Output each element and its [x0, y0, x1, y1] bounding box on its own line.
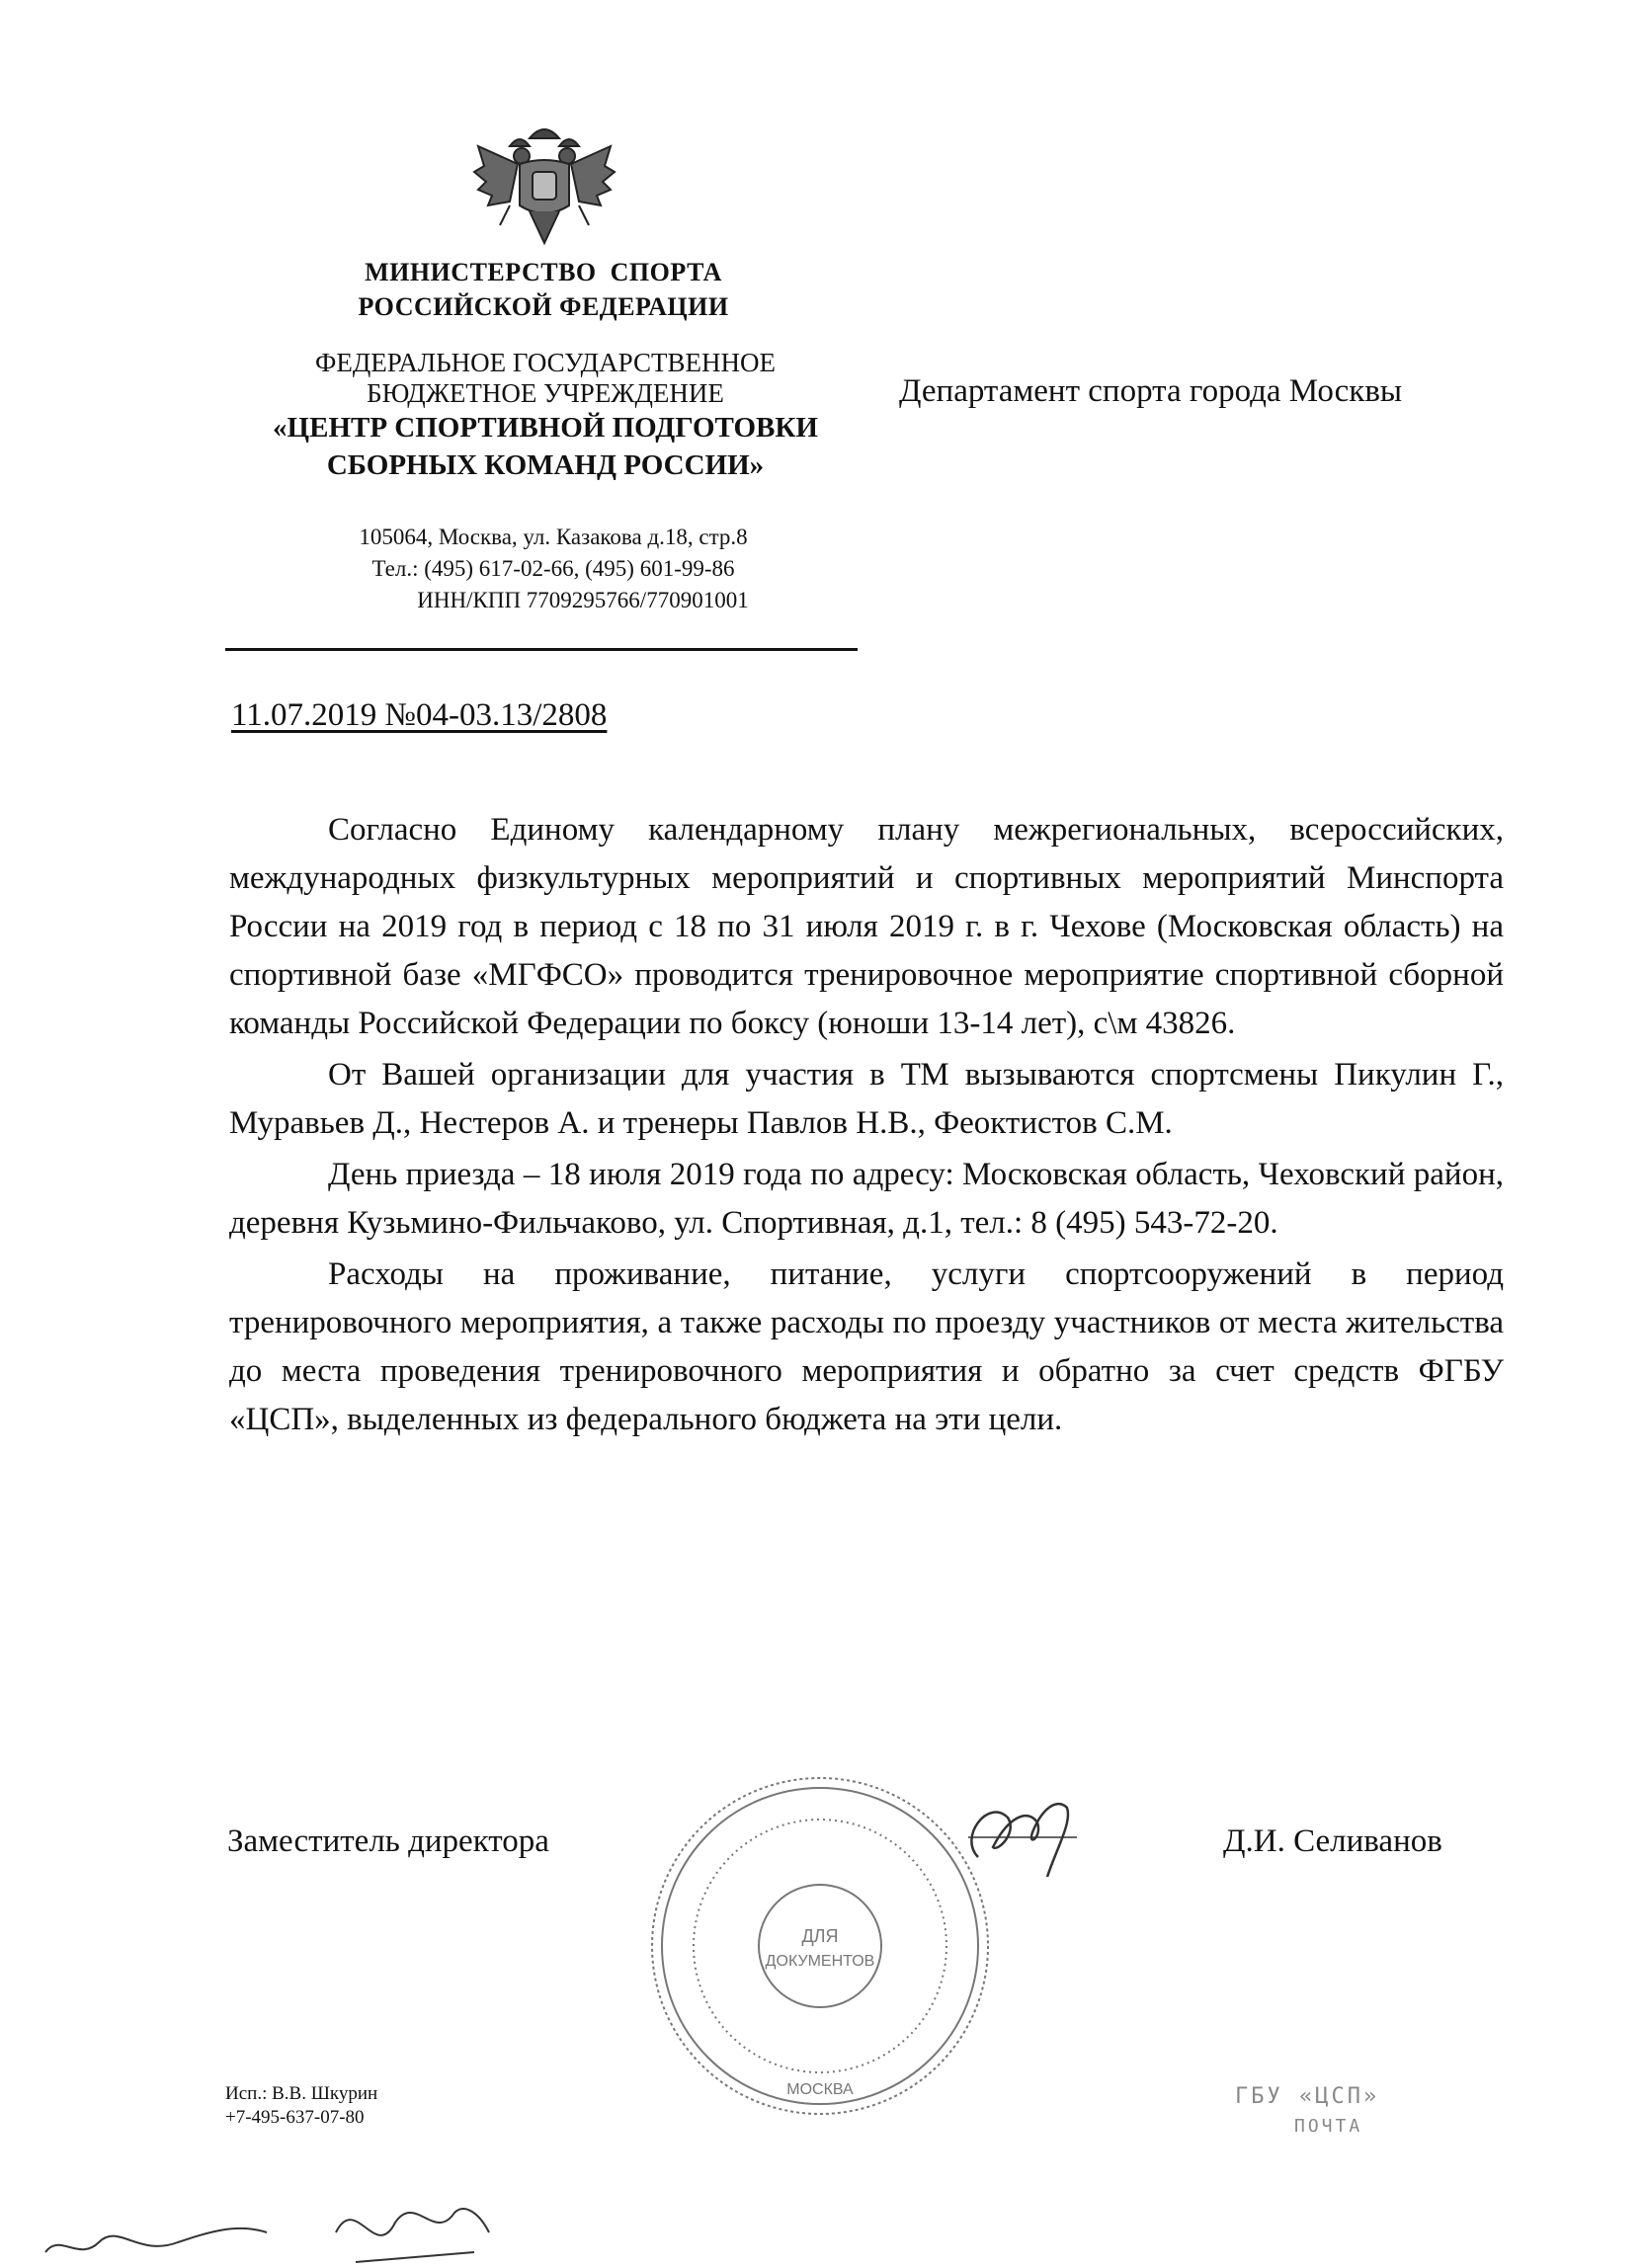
- mail-stamp-line-2: ПОЧТА: [1294, 2116, 1363, 2137]
- mail-stamp: [1235, 2082, 1379, 2142]
- executor-name: Исп.: В.В. Шкурин: [225, 2083, 378, 2104]
- ministry-line-1: МИНИСТЕРСТВО СПОРТА: [365, 258, 722, 286]
- institution-line-4: СБОРНЫХ КОМАНД РОССИИ»: [326, 449, 765, 481]
- paragraph-1: Согласно Единому календарному плану межрегиональных, всероссийских, международных физкультурных мероприятий и спортивных мероприятий Минспорта России на 2019 год в период с 18 по 31 июля 2019 г. в г. Чехове (Московская область) на спортивной базе «МГФСО» проводится тренировочное мероприятие спортивной сборной команды Российской Федерации по боксу (юноши 13-14 лет), с\м 43826.: [229, 812, 1504, 1041]
- institution-name: [229, 348, 862, 484]
- stamp-bottom-text: МОСКВА: [786, 2081, 854, 2098]
- inn-kpp: ИНН/КПП 7709295766/770901001: [417, 588, 749, 612]
- signatory-title: Заместитель директора: [227, 1823, 549, 1859]
- ministry-name: [257, 255, 830, 324]
- letter-body: [229, 806, 1504, 1444]
- stamp-center-line-2: ДОКУМЕНТОВ: [765, 1953, 875, 1970]
- institution-contacts: [277, 522, 830, 616]
- signatory-name: Д.И. Селиванов: [1223, 1823, 1442, 1859]
- paragraph-3: День приезда – 18 июля 2019 года по адресу: Московская область, Чеховский район, деревня Кузьмино-Фильчаково, ул. Спортивная, д.1, тел.: 8 (495) 543-72-20.: [229, 1157, 1504, 1241]
- phones: Тел.: (495) 617-02-66, (495) 601-99-86: [371, 556, 735, 581]
- ministry-line-2: РОССИЙСКОЙ ФЕДЕРАЦИИ: [358, 292, 729, 321]
- recipient: Департамент спорта города Москвы: [899, 373, 1403, 409]
- paragraph-2: От Вашей организации для участия в ТМ вызываются спортсмены Пикулин Г., Муравьев Д., Нестеров А. и тренеры Павлов Н.В., Феоктистов С.М.: [229, 1057, 1504, 1141]
- address: 105064, Москва, ул. Казакова д.18, стр.8: [359, 525, 748, 549]
- header-divider: [225, 648, 858, 651]
- institution-line-1: ФЕДЕРАЛЬНОЕ ГОСУДАРСТВЕННОЕ: [315, 348, 776, 377]
- handwritten-signature: [948, 1778, 1087, 1897]
- handwritten-initials: [40, 2173, 494, 2268]
- institution-line-2: БЮДЖЕТНОЕ УЧРЕЖДЕНИЕ: [367, 378, 724, 408]
- executor-phone: +7-495-637-07-80: [225, 2107, 365, 2128]
- mail-stamp-line-1: ГБУ «ЦСП»: [1235, 2084, 1380, 2109]
- paragraph-4: Расходы на проживание, питание, услуги спортсооружений в период тренировочного мероприятия, а также расходы по проезду участников от места жительства до места проведения тренировочного мероприятия и обратно за счет средств ФГБУ «ЦСП», выделенных из федерального бюджета на эти цели.: [229, 1256, 1504, 1437]
- russian-coat-of-arms-icon: [470, 117, 618, 247]
- official-stamp: [642, 1768, 998, 2124]
- stamp-center-line-1: ДЛЯ: [801, 1926, 839, 1946]
- executor-info: [225, 2082, 377, 2130]
- document-reference: 11.07.2019 №04-03.13/2808: [231, 697, 608, 733]
- institution-line-3: «ЦЕНТР СПОРТИВНОЙ ПОДГОТОВКИ: [273, 412, 818, 444]
